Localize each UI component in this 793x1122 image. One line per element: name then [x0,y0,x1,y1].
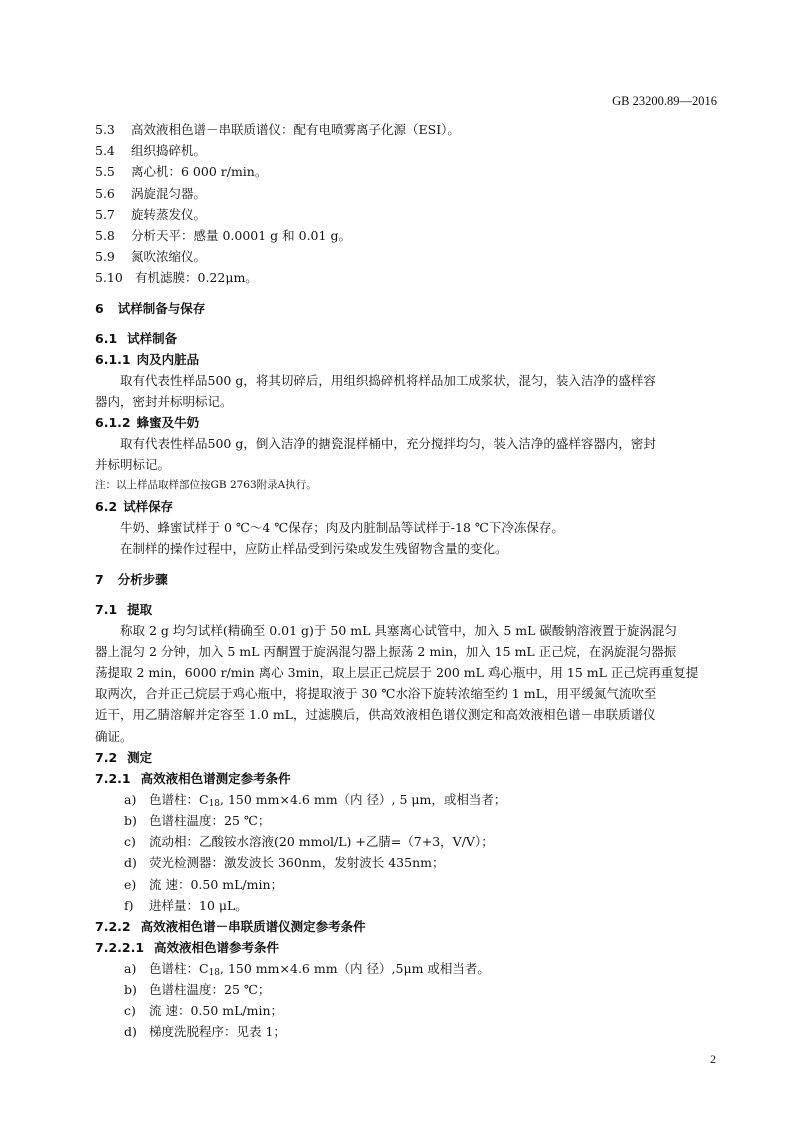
paragraph-line: 牛奶、蜂蜜试样于 0 ℃～4 ℃保存；肉及内脏制品等试样于-18 ℃下冷冻保存。 [120,520,564,536]
paragraph-line: 取有代表性样品500 g，倒入洁净的搪瓷混样桶中，充分搅拌均匀，装入洁净的盛样容器内，密封 [120,435,656,451]
lcms-conditions-list [95,958,717,1043]
list-item: a) 色谱柱：$C_{18}$, 150 mm×4.6 mm（内 径）,5μm 或相当者。 [124,960,490,978]
list-item: d) 梯度洗脱程序：见表 1； [124,1024,286,1040]
list-item: 5.3 高效液相色谱－串联质谱仪：配有电喷雾离子化源（ESI）。 [95,122,460,137]
equipment-list [95,119,717,289]
page-content [95,119,717,1043]
section-heading-7-1: 7.1 提取 [95,601,153,617]
section-heading-6-2: 6.2 试样保存 [95,499,174,515]
list-item: 5.8 分析天平：感量 0.0001 g 和 0.01 g。 [95,227,351,243]
paragraph-line: 在制样的操作过程中，应防止样品受到污染或发生残留物含量的变化。 [120,541,508,557]
note: 注：以上样品取样部位按GB 2763附录A执行。 [95,479,317,492]
section-heading-7-2-2-1: 7.2.2.1 高效液相色谱参考条件 [95,939,280,955]
paragraph-line: 器内，密封并标明标记。 [95,393,233,409]
hplc-conditions-list [95,789,717,916]
list-item: 5.9 氮吹浓缩仪。 [95,249,207,265]
list-item: c) 流 速：0.50 mL/min； [124,1003,284,1019]
paragraph-line: 荡提取 2 min，6000 r/min 离心 3min，取上层正己烷层于 200 mL 鸡心瓶中，用 15 mL 正己烷再重复提 [95,665,699,680]
list-item: 5.5 离心机：6 000 r/min。 [95,164,268,180]
paragraph-line: 器上混匀 2 分钟，加入 5 mL 丙酮置于旋涡混匀器上振荡 2 min，加入 15 mL 正己烷，在涡旋混匀器振 [95,643,677,659]
list-item: 5.7 旋转蒸发仪。 [95,206,207,222]
paragraph-line: 取有代表性样品500 g，将其切碎后，用组织捣碎机将样品加工成浆状，混匀，装入洁净的盛样容 [120,372,656,388]
paragraph-line: 称取 2 g 均匀试样(精确至 0.01 g)于 50 mL 具塞离心试管中，加入 5 mL 碳酸钠溶液置于旋涡混匀 [120,622,677,638]
list-item: b) 色谱柱温度：25 ℃； [124,982,271,998]
list-item: b) 色谱柱温度：25 ℃； [124,812,271,828]
section-heading-7: 7 分析步骤 [95,571,168,587]
list-item: e) 流 速：0.50 mL/min； [124,876,284,892]
standard-number: GB 23200.89—2016 [612,94,717,108]
list-item: d) 荧光检测器：激发波长 360nm，发射波长 435nm； [124,855,445,871]
section-heading-6-1-2: 6.1.2 蜂蜜及牛奶 [95,414,200,430]
list-item: c) 流动相：乙酸铵水溶液(20 mmol/L) +乙腈=（7+3，V/V）； [124,834,494,850]
section-heading-6: 6 试样制备与保存 [95,300,206,316]
list-item: 5.10 有机滤膜：0.22μm。 [95,270,258,286]
list-item: 5.4 组织捣碎机。 [95,143,207,159]
list-item: a) 色谱柱：$C_{18}$, 150 mm×4.6 mm（内 径）, 5 μm，或相当者； [124,791,507,809]
paragraph-line: 近干，用乙腈溶解并定容至 1.0 mL，过滤膜后，供高效液相色谱仪测定和高效液相色谱－串联质谱仪 [95,707,656,723]
paragraph-line: 取两次，合并正己烷层于鸡心瓶中，将提取液于 30 ℃水浴下旋转浓缩至约 1 mL，用平缓氮气流吹至 [95,686,657,702]
section-heading-7-2-1: 7.2.1 高效液相色谱测定参考条件 [95,770,291,786]
section-heading-6-1-1: 6.1.1 肉及内脏品 [95,351,200,367]
section-heading-7-2: 7.2 测定 [95,749,153,765]
paragraph-line: 确证。 [95,728,133,744]
section-heading-6-1: 6.1 试样制备 [95,330,178,346]
section-heading-7-2-2: 7.2.2 高效液相色谱－串联质谱仪测定参考条件 [95,918,366,934]
list-item: f) 进样量：10 μL。 [124,897,248,913]
paragraph-line: 并标明标记。 [95,457,171,473]
list-item: 5.6 涡旋混匀器。 [95,185,207,201]
page-number: 2 [710,1052,716,1066]
